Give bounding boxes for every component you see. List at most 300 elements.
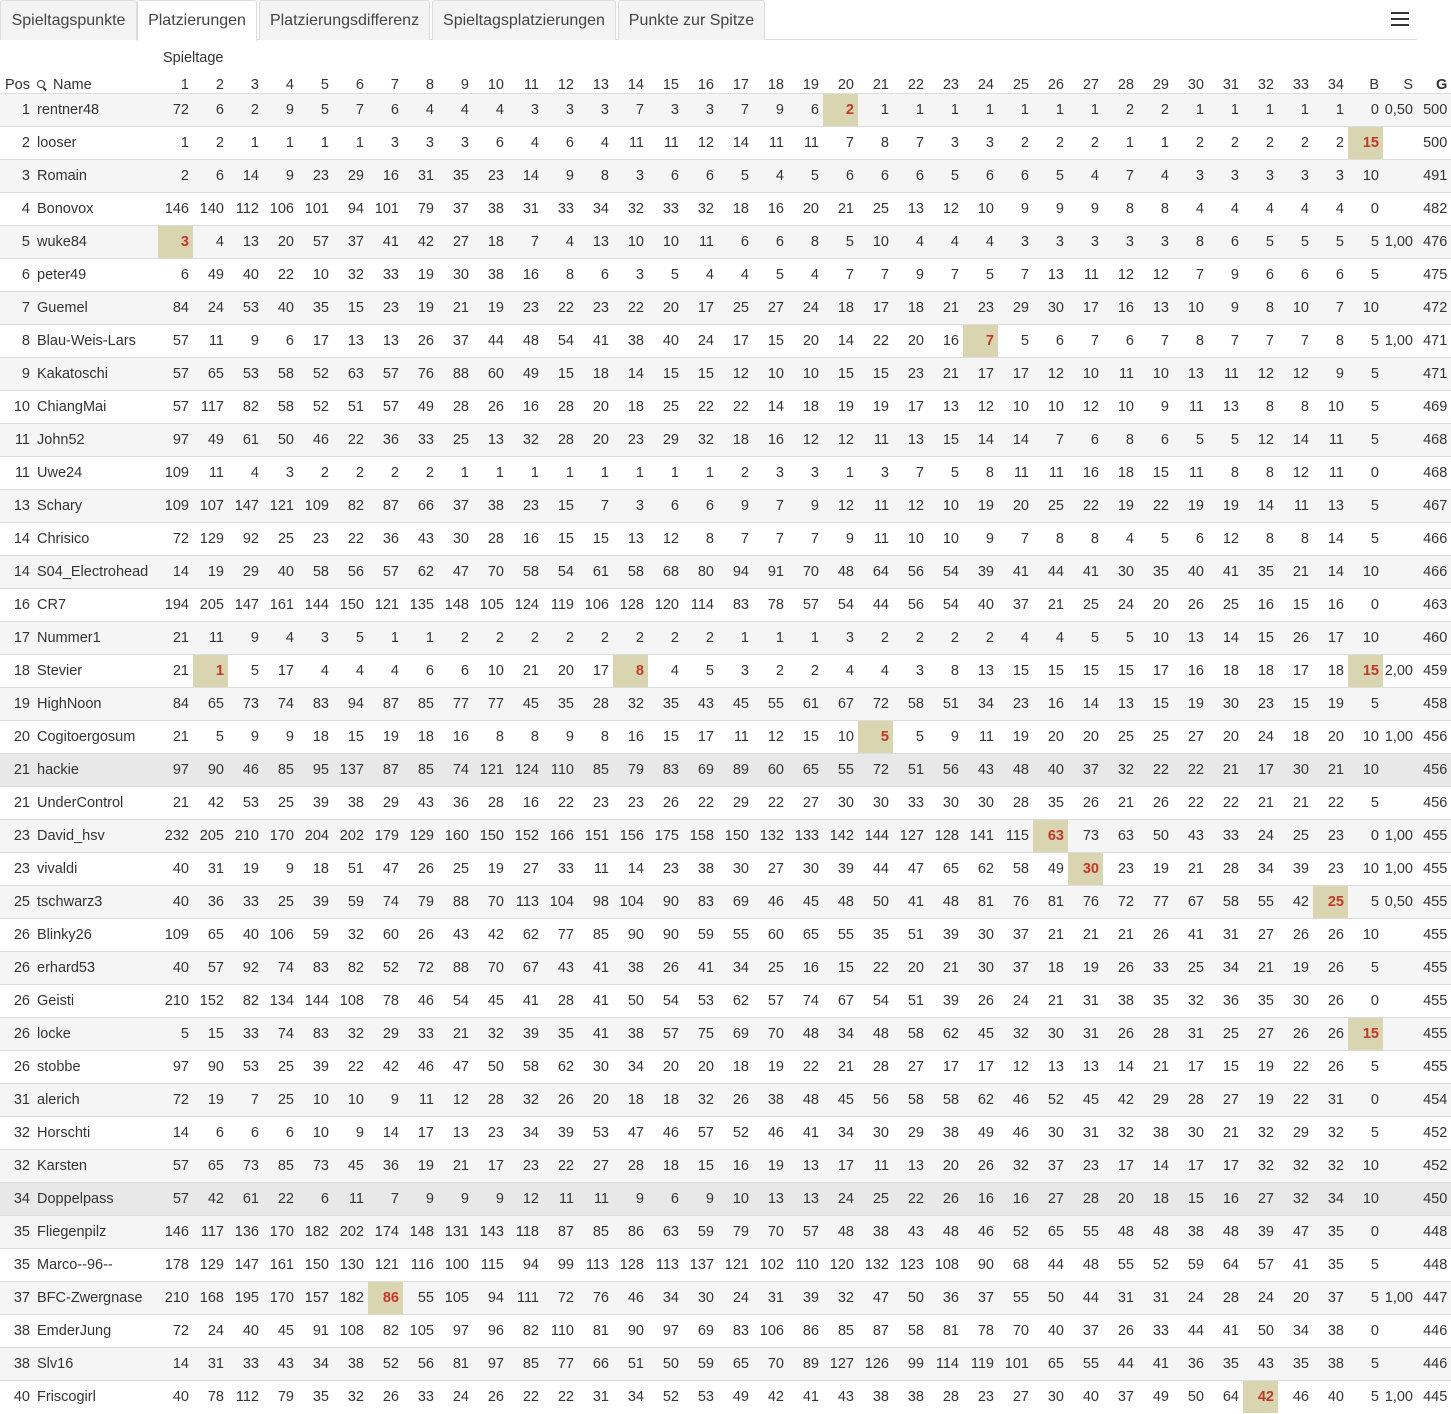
row-placement: 34 <box>1313 1182 1348 1215</box>
row-placement: 46 <box>403 984 438 1017</box>
row-placement: 3 <box>1068 225 1103 258</box>
row-placement: 19 <box>823 390 858 423</box>
row-placement: 8 <box>928 654 963 687</box>
row-placement: 51 <box>613 1347 648 1380</box>
table-row[interactable] <box>0 258 1451 291</box>
table-row[interactable] <box>0 192 1451 225</box>
row-name: alerich <box>34 1083 158 1116</box>
row-placement: 33 <box>228 885 263 918</box>
row-placement: 37 <box>438 489 473 522</box>
row-name: Romain <box>34 159 158 192</box>
row-placement: 8 <box>578 159 613 192</box>
row-placement: 47 <box>893 852 928 885</box>
row-placement: 5 <box>928 159 963 192</box>
row-placement: 18 <box>613 390 648 423</box>
row-pos: 23 <box>0 819 34 852</box>
table-row[interactable] <box>0 720 1451 753</box>
row-placement: 52 <box>368 1347 403 1380</box>
row-name: looser <box>34 126 158 159</box>
table-row[interactable] <box>0 456 1451 489</box>
row-placement: 1 <box>193 654 228 687</box>
column-matchday[interactable]: 27 <box>1082 76 1099 93</box>
table-row[interactable] <box>0 1314 1451 1347</box>
row-placement: 14 <box>963 423 998 456</box>
row-placement: 57 <box>368 555 403 588</box>
column-matchday[interactable]: 16 <box>697 76 714 93</box>
column-matchday[interactable]: 13 <box>592 76 609 93</box>
row-g: 455 <box>1417 852 1451 885</box>
row-placement: 72 <box>543 1281 578 1314</box>
table-row[interactable] <box>0 1347 1451 1380</box>
row-s <box>1383 621 1417 654</box>
tab-punkte-zur-spitze[interactable]: Punkte zur Spitze <box>618 0 765 40</box>
table-row[interactable] <box>0 357 1451 390</box>
row-placement: 59 <box>683 1347 718 1380</box>
table-row[interactable] <box>0 852 1451 885</box>
column-matchday[interactable]: 8 <box>425 76 434 93</box>
column-matchday[interactable]: 31 <box>1222 76 1239 93</box>
table-row[interactable] <box>0 423 1451 456</box>
row-placement: 109 <box>158 918 193 951</box>
table-row[interactable] <box>0 225 1451 258</box>
table-row[interactable] <box>0 687 1451 720</box>
row-placement: 26 <box>648 951 683 984</box>
column-matchday[interactable]: 14 <box>627 76 644 93</box>
table-row[interactable] <box>0 786 1451 819</box>
table-row[interactable] <box>0 819 1451 852</box>
row-placement: 7 <box>1173 258 1208 291</box>
row-b: 5 <box>1348 1347 1383 1380</box>
table-row[interactable] <box>0 126 1451 159</box>
table-row[interactable] <box>0 159 1451 192</box>
row-placement: 56 <box>403 1347 438 1380</box>
row-placement: 30 <box>1033 1380 1068 1413</box>
row-placement: 52 <box>368 951 403 984</box>
row-placement: 3 <box>928 126 963 159</box>
row-placement: 24 <box>823 1182 858 1215</box>
column-matchday[interactable]: 17 <box>732 76 749 93</box>
row-placement: 47 <box>368 852 403 885</box>
row-placement: 13 <box>578 225 613 258</box>
row-placement: 9 <box>1208 291 1243 324</box>
column-matchday[interactable]: 5 <box>320 76 329 93</box>
row-pos: 26 <box>0 951 34 984</box>
row-placement: 7 <box>893 126 928 159</box>
row-placement: 25 <box>438 423 473 456</box>
row-placement: 44 <box>858 852 893 885</box>
row-g: 471 <box>1417 357 1451 390</box>
column-name[interactable]: Name <box>34 70 158 93</box>
row-placement: 26 <box>1068 786 1103 819</box>
row-g: 455 <box>1417 951 1451 984</box>
row-placement: 30 <box>1103 555 1138 588</box>
row-placement: 27 <box>508 852 543 885</box>
row-placement: 120 <box>823 1248 858 1281</box>
row-placement: 85 <box>823 1314 858 1347</box>
row-placement: 9 <box>1313 357 1348 390</box>
row-placement: 157 <box>298 1281 333 1314</box>
row-placement: 127 <box>823 1347 858 1380</box>
row-placement: 1 <box>403 621 438 654</box>
table-row[interactable] <box>0 753 1451 786</box>
row-placement: 1 <box>438 456 473 489</box>
row-placement: 21 <box>1033 588 1068 621</box>
row-placement: 113 <box>648 1248 683 1281</box>
row-s <box>1383 159 1417 192</box>
row-placement: 18 <box>1208 654 1243 687</box>
row-placement: 17 <box>1208 1149 1243 1182</box>
row-placement: 23 <box>298 522 333 555</box>
row-name: S04_Electrohead <box>34 555 158 588</box>
row-g: 445 <box>1417 1380 1451 1413</box>
row-placement: 73 <box>228 687 263 720</box>
row-g: 471 <box>1417 324 1451 357</box>
row-placement: 58 <box>893 1083 928 1116</box>
column-matchday[interactable]: 2 <box>215 76 224 93</box>
row-placement: 15 <box>858 357 893 390</box>
row-placement: 15 <box>1278 687 1313 720</box>
table-row[interactable] <box>0 1116 1451 1149</box>
row-placement: 25 <box>263 522 298 555</box>
row-placement: 6 <box>263 324 298 357</box>
row-placement: 3 <box>718 654 753 687</box>
row-placement: 9 <box>228 621 263 654</box>
table-row[interactable] <box>0 951 1451 984</box>
tab-platzierungsdifferenz[interactable]: Platzierungsdifferenz <box>259 0 430 40</box>
row-g: 491 <box>1417 159 1451 192</box>
column-b[interactable]: B <box>1369 76 1379 93</box>
row-placement: 114 <box>683 588 718 621</box>
row-placement: 57 <box>788 1215 823 1248</box>
row-placement: 65 <box>193 918 228 951</box>
column-matchday[interactable]: 33 <box>1292 76 1309 93</box>
row-placement: 28 <box>1138 1017 1173 1050</box>
row-placement: 70 <box>473 951 508 984</box>
row-placement: 33 <box>543 852 578 885</box>
row-placement: 17 <box>718 324 753 357</box>
column-matchday[interactable]: 26 <box>1047 76 1064 93</box>
table-row[interactable] <box>0 885 1451 918</box>
column-matchday[interactable]: 7 <box>390 76 399 93</box>
row-placement: 2 <box>928 621 963 654</box>
column-matchday[interactable]: 29 <box>1152 76 1169 93</box>
row-placement: 52 <box>648 1380 683 1413</box>
row-placement: 23 <box>578 786 613 819</box>
row-placement: 70 <box>753 1017 788 1050</box>
table-row[interactable] <box>0 522 1451 555</box>
row-placement: 1 <box>158 126 193 159</box>
row-placement: 25 <box>858 192 893 225</box>
row-placement: 25 <box>1313 885 1348 918</box>
row-placement: 137 <box>683 1248 718 1281</box>
row-placement: 83 <box>718 1314 753 1347</box>
row-placement: 18 <box>823 291 858 324</box>
row-placement: 30 <box>578 1050 613 1083</box>
row-b: 10 <box>1348 555 1383 588</box>
row-placement: 4 <box>1278 192 1313 225</box>
row-placement: 136 <box>228 1215 263 1248</box>
row-placement: 33 <box>1138 951 1173 984</box>
row-placement: 38 <box>333 786 368 819</box>
row-placement: 45 <box>263 1314 298 1347</box>
row-placement: 17 <box>1068 291 1103 324</box>
table-row[interactable] <box>0 1149 1451 1182</box>
row-pos: 26 <box>0 1017 34 1050</box>
row-placement: 11 <box>1313 423 1348 456</box>
row-placement: 19 <box>1173 687 1208 720</box>
row-placement: 17 <box>1243 753 1278 786</box>
row-placement: 15 <box>543 489 578 522</box>
row-placement: 3 <box>543 93 578 126</box>
row-placement: 46 <box>963 1215 998 1248</box>
tab-spieltagsplatzierungen[interactable]: Spieltagsplatzierungen <box>432 0 616 40</box>
row-placement: 31 <box>753 1281 788 1314</box>
row-g: 475 <box>1417 258 1451 291</box>
row-placement: 32 <box>1243 1149 1278 1182</box>
row-placement: 1 <box>998 93 1033 126</box>
row-placement: 26 <box>648 786 683 819</box>
column-matchday[interactable]: 3 <box>250 76 259 93</box>
row-placement: 50 <box>1243 1314 1278 1347</box>
row-placement: 6 <box>998 159 1033 192</box>
column-matchday[interactable]: 19 <box>802 76 819 93</box>
row-placement: 108 <box>333 984 368 1017</box>
row-placement: 5 <box>683 654 718 687</box>
row-b: 0 <box>1348 1215 1383 1248</box>
row-placement: 2 <box>648 621 683 654</box>
row-placement: 37 <box>438 324 473 357</box>
row-placement: 27 <box>1243 918 1278 951</box>
row-placement: 7 <box>1243 324 1278 357</box>
row-placement: 4 <box>578 126 613 159</box>
column-matchday[interactable]: 30 <box>1187 76 1204 93</box>
row-placement: 28 <box>473 786 508 819</box>
row-placement: 35 <box>648 687 683 720</box>
column-matchday[interactable]: 18 <box>767 76 784 93</box>
row-placement: 1 <box>928 93 963 126</box>
row-placement: 3 <box>648 93 683 126</box>
row-placement: 30 <box>823 786 858 819</box>
column-matchday[interactable]: 1 <box>180 76 189 93</box>
column-matchday[interactable]: 24 <box>977 76 994 93</box>
row-placement: 24 <box>1103 588 1138 621</box>
row-placement: 45 <box>788 885 823 918</box>
row-placement: 85 <box>508 1347 543 1380</box>
row-placement: 11 <box>1173 456 1208 489</box>
row-placement: 22 <box>1278 1083 1313 1116</box>
row-placement: 113 <box>508 885 543 918</box>
row-placement: 45 <box>508 687 543 720</box>
row-placement: 41 <box>508 984 543 1017</box>
row-placement: 2 <box>1313 126 1348 159</box>
row-placement: 32 <box>683 1083 718 1116</box>
row-g: 469 <box>1417 390 1451 423</box>
tab-platzierungen[interactable]: Platzierungen <box>137 0 257 41</box>
table-row[interactable] <box>0 291 1451 324</box>
column-matchday[interactable]: 15 <box>662 76 679 93</box>
row-placement: 49 <box>193 258 228 291</box>
column-pos[interactable]: Pos <box>5 76 30 93</box>
row-placement: 32 <box>1243 1116 1278 1149</box>
row-placement: 109 <box>158 456 193 489</box>
column-matchday[interactable]: 6 <box>355 76 364 93</box>
row-placement: 6 <box>403 654 438 687</box>
row-placement: 6 <box>683 489 718 522</box>
table-row[interactable] <box>0 1380 1451 1413</box>
row-placement: 121 <box>718 1248 753 1281</box>
table-row[interactable] <box>0 588 1451 621</box>
row-placement: 13 <box>1033 258 1068 291</box>
column-matchday[interactable]: 22 <box>907 76 924 93</box>
column-matchday[interactable]: 4 <box>285 76 294 93</box>
row-placement: 113 <box>578 1248 613 1281</box>
row-placement: 81 <box>963 885 998 918</box>
row-placement: 19 <box>1138 852 1173 885</box>
row-s <box>1383 1347 1417 1380</box>
row-b: 5 <box>1348 522 1383 555</box>
row-placement: 4 <box>823 654 858 687</box>
row-placement: 13 <box>1138 291 1173 324</box>
table-row[interactable] <box>0 390 1451 423</box>
row-placement: 121 <box>368 588 403 621</box>
search-icon[interactable] <box>37 80 47 90</box>
row-placement: 19 <box>403 1149 438 1182</box>
row-placement: 57 <box>648 1017 683 1050</box>
row-placement: 1 <box>858 93 893 126</box>
table-row[interactable] <box>0 93 1451 126</box>
row-placement: 38 <box>858 1380 893 1413</box>
row-name: Marco--96-- <box>34 1248 158 1281</box>
row-placement: 28 <box>613 1149 648 1182</box>
row-placement: 72 <box>1103 885 1138 918</box>
row-b: 10 <box>1348 159 1383 192</box>
column-matchday[interactable]: 25 <box>1012 76 1029 93</box>
tab-spieltagspunkte[interactable]: Spieltagspunkte <box>0 0 137 40</box>
table-row[interactable] <box>0 621 1451 654</box>
row-placement: 38 <box>473 258 508 291</box>
row-placement: 58 <box>613 555 648 588</box>
column-g[interactable]: G <box>1436 76 1448 93</box>
table-row[interactable] <box>0 1083 1451 1116</box>
row-placement: 67 <box>823 687 858 720</box>
column-matchday[interactable]: 34 <box>1327 76 1344 93</box>
row-placement: 40 <box>963 588 998 621</box>
row-placement: 1 <box>1208 93 1243 126</box>
table-row[interactable] <box>0 489 1451 522</box>
row-placement: 79 <box>403 192 438 225</box>
row-placement: 31 <box>193 852 228 885</box>
column-matchday[interactable]: 9 <box>460 76 469 93</box>
row-placement: 11 <box>648 126 683 159</box>
row-placement: 65 <box>788 753 823 786</box>
row-placement: 129 <box>193 1248 228 1281</box>
row-placement: 31 <box>1103 1281 1138 1314</box>
row-placement: 38 <box>613 324 648 357</box>
column-matchday[interactable]: 28 <box>1117 76 1134 93</box>
row-placement: 60 <box>473 357 508 390</box>
table-row[interactable] <box>0 324 1451 357</box>
table-row[interactable] <box>0 654 1451 687</box>
row-placement: 9 <box>543 159 578 192</box>
row-placement: 5 <box>788 159 823 192</box>
column-matchday[interactable]: 10 <box>487 76 504 93</box>
row-placement: 38 <box>473 489 508 522</box>
row-placement: 19 <box>193 1083 228 1116</box>
row-placement: 10 <box>333 1083 368 1116</box>
column-matchday[interactable]: 20 <box>837 76 854 93</box>
column-matchday[interactable]: 23 <box>942 76 959 93</box>
row-placement: 6 <box>1313 258 1348 291</box>
row-placement: 1 <box>368 621 403 654</box>
row-placement: 3 <box>613 489 648 522</box>
table-row[interactable] <box>0 1050 1451 1083</box>
row-placement: 65 <box>788 918 823 951</box>
row-placement: 9 <box>263 159 298 192</box>
row-placement: 14 <box>718 126 753 159</box>
row-placement: 8 <box>1278 522 1313 555</box>
table-row[interactable] <box>0 1281 1451 1314</box>
row-placement: 11 <box>1103 357 1138 390</box>
row-placement: 49 <box>508 357 543 390</box>
column-matchday[interactable]: 11 <box>523 76 539 93</box>
row-placement: 210 <box>158 984 193 1017</box>
table-row[interactable] <box>0 984 1451 1017</box>
row-placement: 90 <box>648 885 683 918</box>
row-placement: 94 <box>508 1248 543 1281</box>
row-placement: 27 <box>1243 1182 1278 1215</box>
row-placement: 4 <box>543 225 578 258</box>
row-placement: 19 <box>1068 951 1103 984</box>
table-row[interactable] <box>0 918 1451 951</box>
row-placement: 2 <box>333 456 368 489</box>
hamburger-menu-icon[interactable] <box>1391 12 1409 28</box>
row-placement: 30 <box>1068 852 1103 885</box>
row-placement: 66 <box>403 489 438 522</box>
row-placement: 4 <box>718 258 753 291</box>
table-row[interactable] <box>0 555 1451 588</box>
row-placement: 9 <box>718 489 753 522</box>
row-placement: 205 <box>193 588 228 621</box>
row-placement: 133 <box>788 819 823 852</box>
row-placement: 15 <box>1033 654 1068 687</box>
row-placement: 17 <box>1173 1149 1208 1182</box>
column-s[interactable]: S <box>1403 76 1413 93</box>
row-placement: 23 <box>473 1116 508 1149</box>
column-matchday[interactable]: 12 <box>557 76 574 93</box>
row-placement: 19 <box>753 1149 788 1182</box>
row-s <box>1383 1083 1417 1116</box>
table-row[interactable] <box>0 1017 1451 1050</box>
row-placement: 6 <box>648 489 683 522</box>
row-placement: 30 <box>788 852 823 885</box>
row-placement: 121 <box>368 1248 403 1281</box>
table-row[interactable] <box>0 1248 1451 1281</box>
row-placement: 22 <box>263 258 298 291</box>
row-name: hackie <box>34 753 158 786</box>
column-matchday[interactable]: 21 <box>872 76 889 93</box>
row-placement: 10 <box>613 225 648 258</box>
table-row[interactable] <box>0 1215 1451 1248</box>
column-matchday[interactable]: 32 <box>1257 76 1274 93</box>
table-row[interactable] <box>0 1182 1451 1215</box>
row-placement: 63 <box>648 1215 683 1248</box>
row-placement: 34 <box>823 1116 858 1149</box>
row-placement: 11 <box>1173 390 1208 423</box>
row-placement: 166 <box>543 819 578 852</box>
row-placement: 104 <box>613 885 648 918</box>
row-placement: 1 <box>613 456 648 489</box>
row-placement: 135 <box>403 588 438 621</box>
